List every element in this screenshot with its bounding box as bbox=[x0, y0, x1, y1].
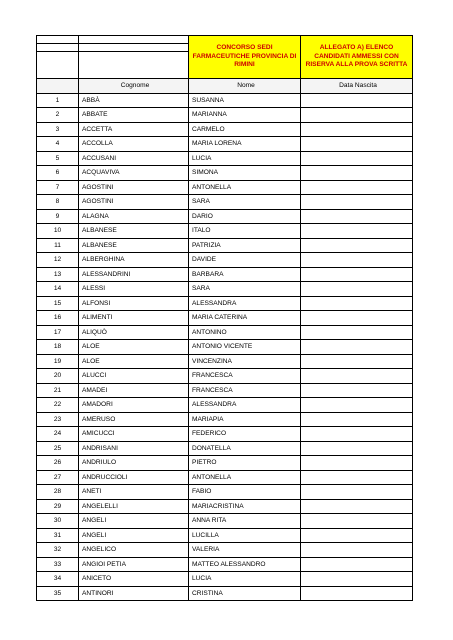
table-row bbox=[37, 122, 413, 137]
cell-data-nascita bbox=[301, 166, 413, 181]
cell-nome: ITALO bbox=[189, 224, 301, 239]
row-number: 10 bbox=[37, 224, 79, 239]
table-row bbox=[37, 195, 413, 210]
table-row bbox=[37, 311, 413, 326]
row-number: 14 bbox=[37, 282, 79, 297]
cell-data-nascita bbox=[301, 586, 413, 601]
row-number: 33 bbox=[37, 557, 79, 572]
table-row bbox=[37, 137, 413, 152]
cell-data-nascita bbox=[301, 572, 413, 587]
row-number: 26 bbox=[37, 456, 79, 471]
table-row bbox=[37, 398, 413, 413]
cell-data-nascita bbox=[301, 93, 413, 108]
cell-cognome: ANGELI bbox=[79, 514, 189, 529]
cell-nome: SARA bbox=[189, 195, 301, 210]
cell-cognome: AGOSTINI bbox=[79, 180, 189, 195]
table-row bbox=[37, 543, 413, 558]
cell-data-nascita bbox=[301, 528, 413, 543]
row-number: 4 bbox=[37, 137, 79, 152]
cell-cognome: ANGIOI PETIA bbox=[79, 557, 189, 572]
cell-cognome: ALESSANDRINI bbox=[79, 267, 189, 282]
cell-cognome: ACCOLLA bbox=[79, 137, 189, 152]
cell-nome: VALERIA bbox=[189, 543, 301, 558]
row-number: 5 bbox=[37, 151, 79, 166]
row-number: 6 bbox=[37, 166, 79, 181]
row-number: 18 bbox=[37, 340, 79, 355]
row-number: 34 bbox=[37, 572, 79, 587]
cell-nome: MARIA CATERINA bbox=[189, 311, 301, 326]
cell-cognome: ACCETTA bbox=[79, 122, 189, 137]
cell-data-nascita bbox=[301, 325, 413, 340]
table-row bbox=[37, 441, 413, 456]
row-number: 31 bbox=[37, 528, 79, 543]
cell-cognome: ANDRIULO bbox=[79, 456, 189, 471]
table-row bbox=[37, 369, 413, 384]
cell-nome: ANTONELLA bbox=[189, 180, 301, 195]
column-header-cognome: Cognome bbox=[79, 79, 189, 94]
row-number: 13 bbox=[37, 267, 79, 282]
row-number: 21 bbox=[37, 383, 79, 398]
cell-cognome: ANDRUCCIOLI bbox=[79, 470, 189, 485]
cell-data-nascita bbox=[301, 543, 413, 558]
table-row bbox=[37, 528, 413, 543]
row-number: 28 bbox=[37, 485, 79, 500]
cell-data-nascita bbox=[301, 427, 413, 442]
table-row bbox=[37, 383, 413, 398]
row-number: 32 bbox=[37, 543, 79, 558]
cell-nome: PIETRO bbox=[189, 456, 301, 471]
cell-nome: MARIANNA bbox=[189, 108, 301, 123]
cell-data-nascita bbox=[301, 282, 413, 297]
table-row bbox=[37, 267, 413, 282]
cell-nome: ANNA RITA bbox=[189, 514, 301, 529]
cell-cognome: ALBANESE bbox=[79, 238, 189, 253]
cell-nome: VINCENZINA bbox=[189, 354, 301, 369]
cell-data-nascita bbox=[301, 514, 413, 529]
row-number: 23 bbox=[37, 412, 79, 427]
cell-cognome: ANGELICO bbox=[79, 543, 189, 558]
empty-cell bbox=[79, 44, 189, 52]
cell-data-nascita bbox=[301, 499, 413, 514]
cell-nome: MARIA LORENA bbox=[189, 137, 301, 152]
column-header-num bbox=[37, 79, 79, 94]
column-header-data-nascita: Data Nascita bbox=[301, 79, 413, 94]
cell-data-nascita bbox=[301, 456, 413, 471]
header-title-center: CONCORSO SEDI FARMACEUTICHE PROVINCIA DI RIMINI bbox=[189, 36, 301, 79]
top-spacer-row bbox=[37, 36, 413, 44]
cell-cognome: ABBATE bbox=[79, 108, 189, 123]
cell-cognome: ANICETO bbox=[79, 572, 189, 587]
table-row bbox=[37, 514, 413, 529]
empty-cell bbox=[37, 52, 79, 79]
cell-data-nascita bbox=[301, 340, 413, 355]
empty-cell bbox=[37, 36, 79, 44]
cell-cognome: ALFONSI bbox=[79, 296, 189, 311]
table-row bbox=[37, 586, 413, 601]
cell-nome: MARIAPIA bbox=[189, 412, 301, 427]
cell-data-nascita bbox=[301, 137, 413, 152]
cell-nome: ANTONELLA bbox=[189, 470, 301, 485]
header-title-right: ALLEGATO A) ELENCO CANDIDATI AMMESSI CON RISERVA ALLA PROVA SCRITTA bbox=[301, 36, 413, 79]
cell-data-nascita bbox=[301, 557, 413, 572]
cell-cognome: ALOE bbox=[79, 340, 189, 355]
cell-nome: LUCIA bbox=[189, 572, 301, 587]
table-row bbox=[37, 557, 413, 572]
row-number: 24 bbox=[37, 427, 79, 442]
cell-nome: PATRIZIA bbox=[189, 238, 301, 253]
cell-cognome: AMADORI bbox=[79, 398, 189, 413]
cell-data-nascita bbox=[301, 383, 413, 398]
cell-nome: FRANCESCA bbox=[189, 383, 301, 398]
row-number: 12 bbox=[37, 253, 79, 268]
row-number: 29 bbox=[37, 499, 79, 514]
cell-data-nascita bbox=[301, 151, 413, 166]
cell-nome: LUCILLA bbox=[189, 528, 301, 543]
cell-nome: CRISTINA bbox=[189, 586, 301, 601]
cell-cognome: ALUCCI bbox=[79, 369, 189, 384]
cell-cognome: ALBERGHINA bbox=[79, 253, 189, 268]
table-row bbox=[37, 282, 413, 297]
cell-cognome: ABBÀ bbox=[79, 93, 189, 108]
row-number: 27 bbox=[37, 470, 79, 485]
table-row bbox=[37, 412, 413, 427]
cell-data-nascita bbox=[301, 485, 413, 500]
table-row bbox=[37, 325, 413, 340]
cell-data-nascita bbox=[301, 441, 413, 456]
cell-cognome: ALIMENTI bbox=[79, 311, 189, 326]
cell-data-nascita bbox=[301, 296, 413, 311]
table-row bbox=[37, 209, 413, 224]
cell-data-nascita bbox=[301, 224, 413, 239]
empty-cell bbox=[79, 36, 189, 44]
cell-cognome: ACCUSANI bbox=[79, 151, 189, 166]
cell-nome: MARIACRISTINA bbox=[189, 499, 301, 514]
cell-cognome: ANGELI bbox=[79, 528, 189, 543]
row-number: 25 bbox=[37, 441, 79, 456]
cell-data-nascita bbox=[301, 122, 413, 137]
table-row bbox=[37, 499, 413, 514]
cell-cognome: AMERUSO bbox=[79, 412, 189, 427]
cell-cognome: ALESSI bbox=[79, 282, 189, 297]
row-number: 15 bbox=[37, 296, 79, 311]
cell-nome: SIMONA bbox=[189, 166, 301, 181]
table-row bbox=[37, 296, 413, 311]
cell-nome: FABIO bbox=[189, 485, 301, 500]
cell-cognome: AMADEI bbox=[79, 383, 189, 398]
candidates-table bbox=[36, 35, 413, 601]
cell-nome: DARIO bbox=[189, 209, 301, 224]
cell-cognome: ANETI bbox=[79, 485, 189, 500]
column-header-nome: Nome bbox=[189, 79, 301, 94]
row-number: 17 bbox=[37, 325, 79, 340]
cell-nome: CARMELO bbox=[189, 122, 301, 137]
cell-nome: ALESSANDRA bbox=[189, 398, 301, 413]
cell-cognome: ANGELELLI bbox=[79, 499, 189, 514]
row-number: 22 bbox=[37, 398, 79, 413]
row-number: 19 bbox=[37, 354, 79, 369]
cell-nome: MATTEO ALESSANDRO bbox=[189, 557, 301, 572]
cell-data-nascita bbox=[301, 108, 413, 123]
empty-cell bbox=[79, 52, 189, 79]
table-row bbox=[37, 253, 413, 268]
empty-cell bbox=[37, 44, 79, 52]
cell-nome: ALESSANDRA bbox=[189, 296, 301, 311]
cell-nome: SARA bbox=[189, 282, 301, 297]
row-number: 35 bbox=[37, 586, 79, 601]
row-number: 2 bbox=[37, 108, 79, 123]
table-row bbox=[37, 180, 413, 195]
cell-data-nascita bbox=[301, 195, 413, 210]
cell-nome: ANTONIO VICENTE bbox=[189, 340, 301, 355]
cell-cognome: AMICUCCI bbox=[79, 427, 189, 442]
table-row bbox=[37, 108, 413, 123]
table-row bbox=[37, 470, 413, 485]
cell-data-nascita bbox=[301, 253, 413, 268]
cell-nome: DAVIDE bbox=[189, 253, 301, 268]
table-row bbox=[37, 456, 413, 471]
cell-nome: SUSANNA bbox=[189, 93, 301, 108]
table-row bbox=[37, 427, 413, 442]
table-row bbox=[37, 224, 413, 239]
row-number: 3 bbox=[37, 122, 79, 137]
row-number: 30 bbox=[37, 514, 79, 529]
cell-cognome: ALBANESE bbox=[79, 224, 189, 239]
cell-cognome: ALOE bbox=[79, 354, 189, 369]
cell-cognome: ANDRISANI bbox=[79, 441, 189, 456]
table-row bbox=[37, 93, 413, 108]
cell-data-nascita bbox=[301, 209, 413, 224]
row-number: 11 bbox=[37, 238, 79, 253]
cell-cognome: ALIQUÒ bbox=[79, 325, 189, 340]
cell-nome: BARBARA bbox=[189, 267, 301, 282]
cell-data-nascita bbox=[301, 412, 413, 427]
column-header-row bbox=[37, 79, 413, 94]
table-row bbox=[37, 151, 413, 166]
table-row bbox=[37, 354, 413, 369]
table-row bbox=[37, 166, 413, 181]
table-row bbox=[37, 340, 413, 355]
row-number: 9 bbox=[37, 209, 79, 224]
cell-cognome: ACQUAVIVA bbox=[79, 166, 189, 181]
cell-data-nascita bbox=[301, 398, 413, 413]
cell-data-nascita bbox=[301, 267, 413, 282]
cell-data-nascita bbox=[301, 470, 413, 485]
row-number: 7 bbox=[37, 180, 79, 195]
row-number: 20 bbox=[37, 369, 79, 384]
cell-data-nascita bbox=[301, 369, 413, 384]
cell-nome: FRANCESCA bbox=[189, 369, 301, 384]
cell-cognome: AGOSTINI bbox=[79, 195, 189, 210]
cell-data-nascita bbox=[301, 238, 413, 253]
row-number: 8 bbox=[37, 195, 79, 210]
cell-data-nascita bbox=[301, 180, 413, 195]
cell-nome: ANTONINO bbox=[189, 325, 301, 340]
cell-nome: DONATELLA bbox=[189, 441, 301, 456]
row-number: 16 bbox=[37, 311, 79, 326]
cell-data-nascita bbox=[301, 354, 413, 369]
cell-data-nascita bbox=[301, 311, 413, 326]
row-number: 1 bbox=[37, 93, 79, 108]
cell-cognome: ALAGNA bbox=[79, 209, 189, 224]
cell-nome: LUCIA bbox=[189, 151, 301, 166]
cell-nome: FEDERICO bbox=[189, 427, 301, 442]
table-row bbox=[37, 238, 413, 253]
table-row bbox=[37, 485, 413, 500]
table-row bbox=[37, 572, 413, 587]
cell-cognome: ANTINORI bbox=[79, 586, 189, 601]
